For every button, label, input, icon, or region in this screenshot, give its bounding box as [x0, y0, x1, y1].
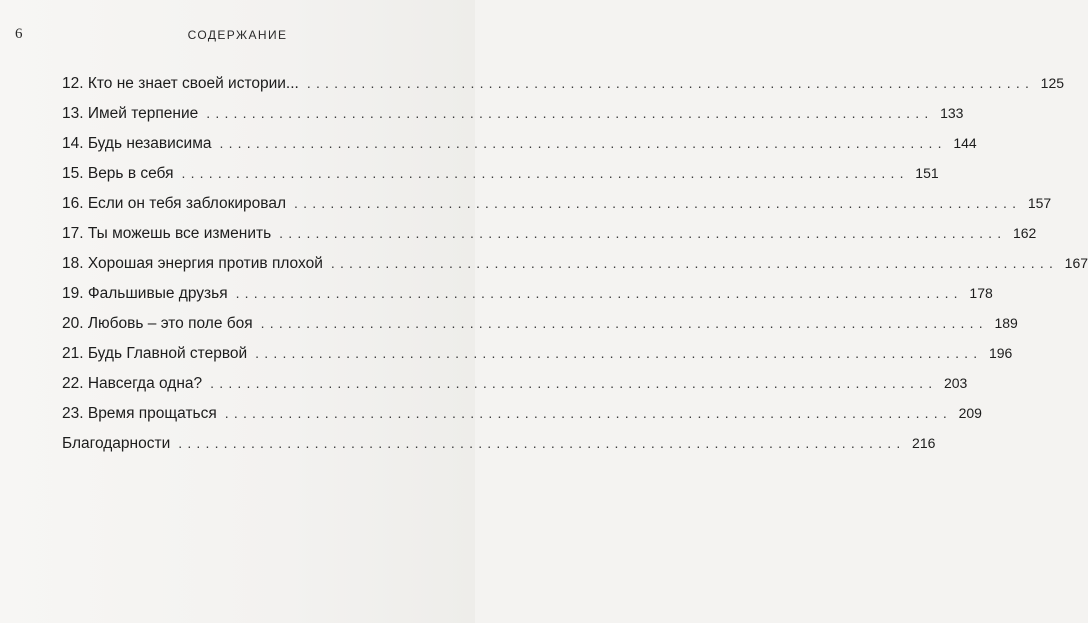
dot-leader: ................................................................................ [210, 375, 938, 391]
toc-entry-title: 21. Будь Главной стервой [62, 345, 248, 362]
running-head: СОДЕРЖАНИЕ [187, 28, 288, 42]
toc-entry-page: 151 [915, 165, 939, 181]
dot-leader: ................................................................................ [260, 315, 988, 331]
toc-entry [62, 338, 1013, 368]
dot-leader: ................................................................................ [219, 135, 947, 151]
toc-entry [62, 128, 977, 158]
toc-entry-page: 196 [988, 345, 1013, 361]
table-of-contents [62, 68, 1088, 458]
toc-entry-page: 203 [943, 375, 968, 391]
toc-entry-title: 13. Имей терпение [62, 105, 199, 122]
toc-entry-title: 19. Фальшивые друзья [62, 285, 228, 302]
dot-leader: ................................................................................ [235, 285, 963, 301]
dot-leader: ................................................................................ [224, 405, 952, 421]
dot-leader: ................................................................................ [306, 75, 1035, 91]
page-number: 6 [15, 26, 23, 42]
toc-entry [62, 398, 982, 428]
toc-entry-title: 22. Навсегда одна? [62, 375, 203, 392]
toc-entry-title: 20. Любовь – это поле боя [62, 315, 253, 332]
toc-entry-page: 167 [1064, 255, 1088, 271]
toc-entry [62, 248, 1088, 278]
dot-leader: ................................................................................ [294, 195, 1022, 211]
toc-entry [62, 278, 993, 308]
toc-entry-page: 209 [958, 405, 982, 421]
toc-entry-title: 16. Если он тебя заблокировал [62, 195, 287, 212]
toc-entry-page: 162 [1012, 225, 1037, 241]
toc-entry-page: 178 [969, 285, 993, 301]
dot-leader: ................................................................................ [255, 345, 983, 361]
dot-leader: ................................................................................ [181, 165, 909, 181]
toc-entry-page: 144 [953, 135, 977, 151]
dot-leader: ................................................................................ [330, 255, 1059, 271]
toc-entry-page: 157 [1027, 195, 1052, 211]
toc-entry-page: 216 [912, 435, 936, 451]
toc-entry-page: 125 [1040, 75, 1065, 91]
toc-entry-title: 18. Хорошая энергия против плохой [62, 255, 323, 272]
toc-entry [62, 428, 936, 458]
toc-entry [62, 218, 1037, 248]
toc-entry-page: 133 [940, 105, 964, 121]
toc-entry-title: 15. Верь в себя [62, 165, 174, 182]
toc-entry [62, 158, 939, 188]
toc-entry-title: 23. Время прощаться [62, 405, 217, 422]
dot-leader: ................................................................................ [178, 435, 906, 451]
toc-entry [62, 368, 968, 398]
toc-entry [62, 188, 1052, 218]
toc-entry [62, 308, 1018, 338]
toc-entry-title: 14. Будь независима [62, 135, 212, 152]
toc-entry [62, 68, 1065, 98]
toc-entry-title: Благодарности [62, 435, 171, 452]
dot-leader: ................................................................................ [279, 225, 1007, 241]
toc-entry-title: 17. Ты можешь все изменить [62, 225, 272, 242]
dot-leader: ................................................................................ [206, 105, 934, 121]
toc-entry-page: 189 [994, 315, 1018, 331]
toc-entry [62, 98, 964, 128]
toc-entry-title: 12. Кто не знает своей истории... [62, 75, 299, 92]
